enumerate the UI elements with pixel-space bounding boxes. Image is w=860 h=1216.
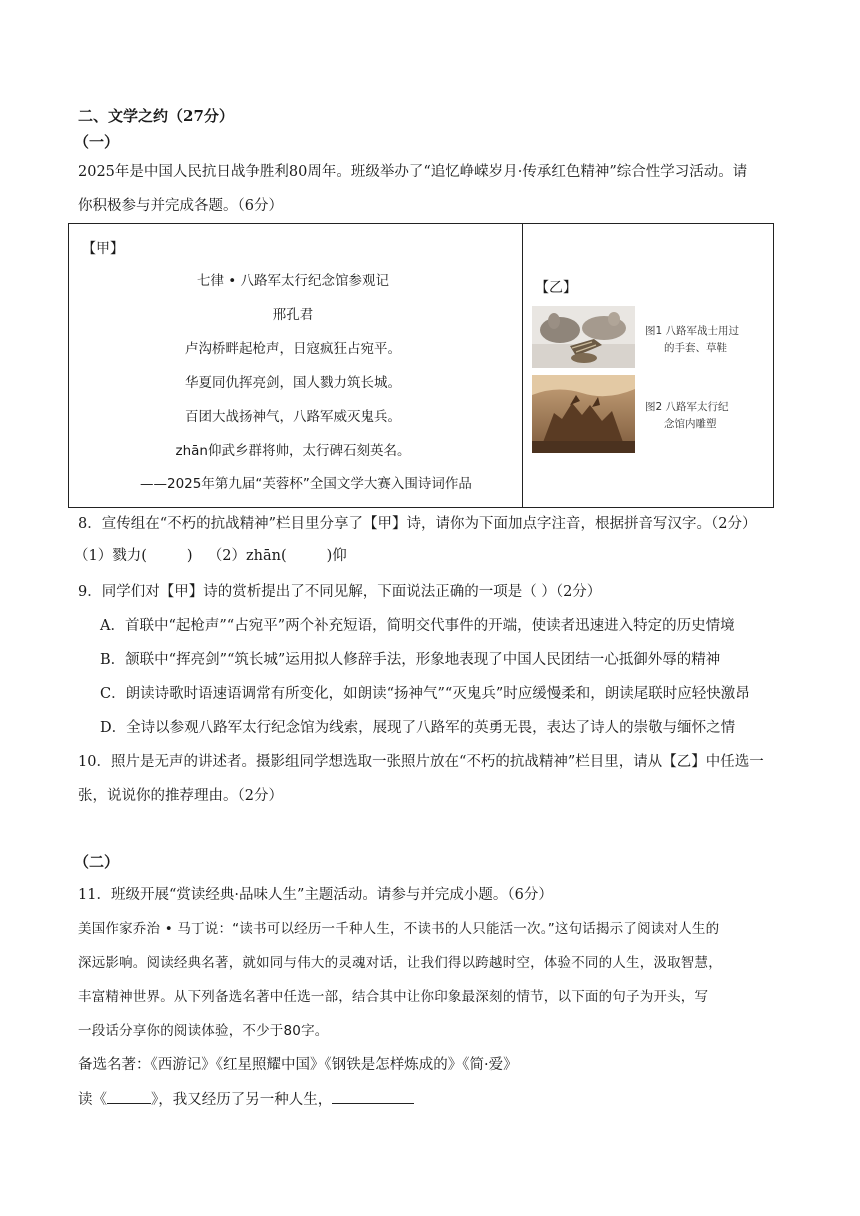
q8-sub2-end: )仰 — [326, 548, 347, 564]
q11-para-3: 丰富精神世界。从下列备选名著中任选一部，结合其中让你印象最深刻的情节，以下面的句子为开头，写 — [78, 989, 709, 1005]
q8-subitems — [74, 546, 347, 566]
intro-line-2: 你积极参与并完成各题。（6分） — [78, 198, 283, 214]
part-one-label: （一） — [74, 133, 120, 151]
q8-sub1-end: ) — [186, 548, 193, 564]
q10-line-2: 张，说说你的推荐理由。（2分） — [78, 788, 283, 804]
poem-line-3: 百团大战扬神气，八路军威灭鬼兵。 — [185, 409, 401, 425]
photo-gloves-sandals — [532, 306, 635, 368]
book-title-blank[interactable] — [107, 1089, 151, 1104]
q11-prompt-mid: 》，我又经历了另一种人生， — [151, 1092, 333, 1108]
fig1-caption-line-1: 图1 八路军战士用过 — [645, 325, 740, 337]
poem-title: 七律 • 八路军太行纪念馆参观记 — [196, 273, 390, 289]
fig1-caption-line-2: 的手套、草鞋 — [664, 342, 727, 354]
q10-line-1: 10．照片是无声的讲述者。摄影组同学想选取一张照片放在“不朽的抗战精神”栏目里，请从【乙】中任选一 — [78, 754, 764, 770]
q9-option-b[interactable]: B．颔联中“挥亮剑”“筑长城”运用拟人修辞手法，形象地表现了中国人民团结一心抵御外辱的精神 — [100, 652, 721, 668]
section-title: 二、文学之约（27分） — [78, 107, 234, 125]
q8-sub1: （1）戮力( — [74, 548, 147, 564]
fig2-caption-line-2: 念馆内雕塑 — [664, 418, 717, 430]
box-divider — [522, 223, 523, 508]
fig2-caption — [645, 399, 729, 433]
q8-text: 8．宣传组在“不朽的抗战精神”栏目里分享了【甲】诗，请你为下面加点字注音，根据拼音写汉字。（2分） — [78, 516, 757, 532]
q11-line-1: 11．班级开展“赏读经典·品味人生”主题活动。请参与并完成小题。（6分） — [78, 887, 553, 903]
part-two-label: （二） — [74, 853, 120, 871]
q11-books: 备选名著：《西游记》《红星照耀中国》《钢铁是怎样炼成的》《简·爱》 — [78, 1057, 518, 1073]
q11-prompt — [78, 1089, 414, 1110]
q9-text: 9．同学们对【甲】诗的赏析提出了不同见解，下面说法正确的一项是（ ）（2分） — [78, 584, 602, 600]
q11-prompt-start: 读《 — [78, 1092, 107, 1108]
poem-line-1: 卢沟桥畔起枪声，日寇疯狂占宛平。 — [185, 341, 401, 357]
q11-para-4: 一段话分享你的阅读体验，不少于80字。 — [78, 1023, 329, 1039]
intro-line-1: 2025年是中国人民抗日战争胜利80周年。班级举办了“追忆峥嵘岁月·传承红色精神”综合性学习活动。请 — [78, 164, 748, 180]
q9-option-d[interactable]: D．全诗以参观八路军太行纪念馆为线索，展现了八路军的英勇无畏，表达了诗人的崇敬与缅怀之情 — [100, 720, 736, 736]
jia-label: 【甲】 — [82, 241, 124, 257]
fig2-caption-line-1: 图2 八路军太行纪 — [645, 401, 729, 413]
material-box — [68, 223, 774, 508]
poem-line-2: 华夏同仇挥亮剑，国人戮力筑长城。 — [185, 375, 401, 391]
yi-label: 【乙】 — [535, 280, 577, 296]
poem-source: ——2025年第九届“芙蓉杯”全国文学大赛入围诗词作品 — [140, 476, 472, 492]
q8-sub2: （2）zhān( — [207, 548, 287, 564]
q9-option-a[interactable]: A．首联中“起枪声”“占宛平”两个补充短语，简明交代事件的开端，使读者迅速进入特定的历史情境 — [100, 618, 735, 634]
photo-sculpture — [532, 375, 635, 453]
answer-blank[interactable] — [332, 1089, 414, 1104]
q11-para-1: 美国作家乔治 • 马丁说：“读书可以经历一千种人生，不读书的人只能活一次。”这句话揭示了阅读对人生的 — [78, 921, 720, 937]
fig1-caption — [645, 323, 739, 357]
poem-line-4: zhān仰武乡群将帅，太行碑石刻英名。 — [175, 443, 411, 459]
q9-option-c[interactable]: C．朗读诗歌时语速语调常有所变化，如朗读“扬神气”“灭鬼兵”时应缓慢柔和，朗读尾联时应轻快激昂 — [100, 686, 750, 702]
poem-author: 邢孔君 — [272, 307, 314, 323]
q11-para-2: 深远影响。阅读经典名著，就如同与伟大的灵魂对话，让我们得以跨越时空，体验不同的人生，汲取智慧， — [78, 955, 722, 971]
